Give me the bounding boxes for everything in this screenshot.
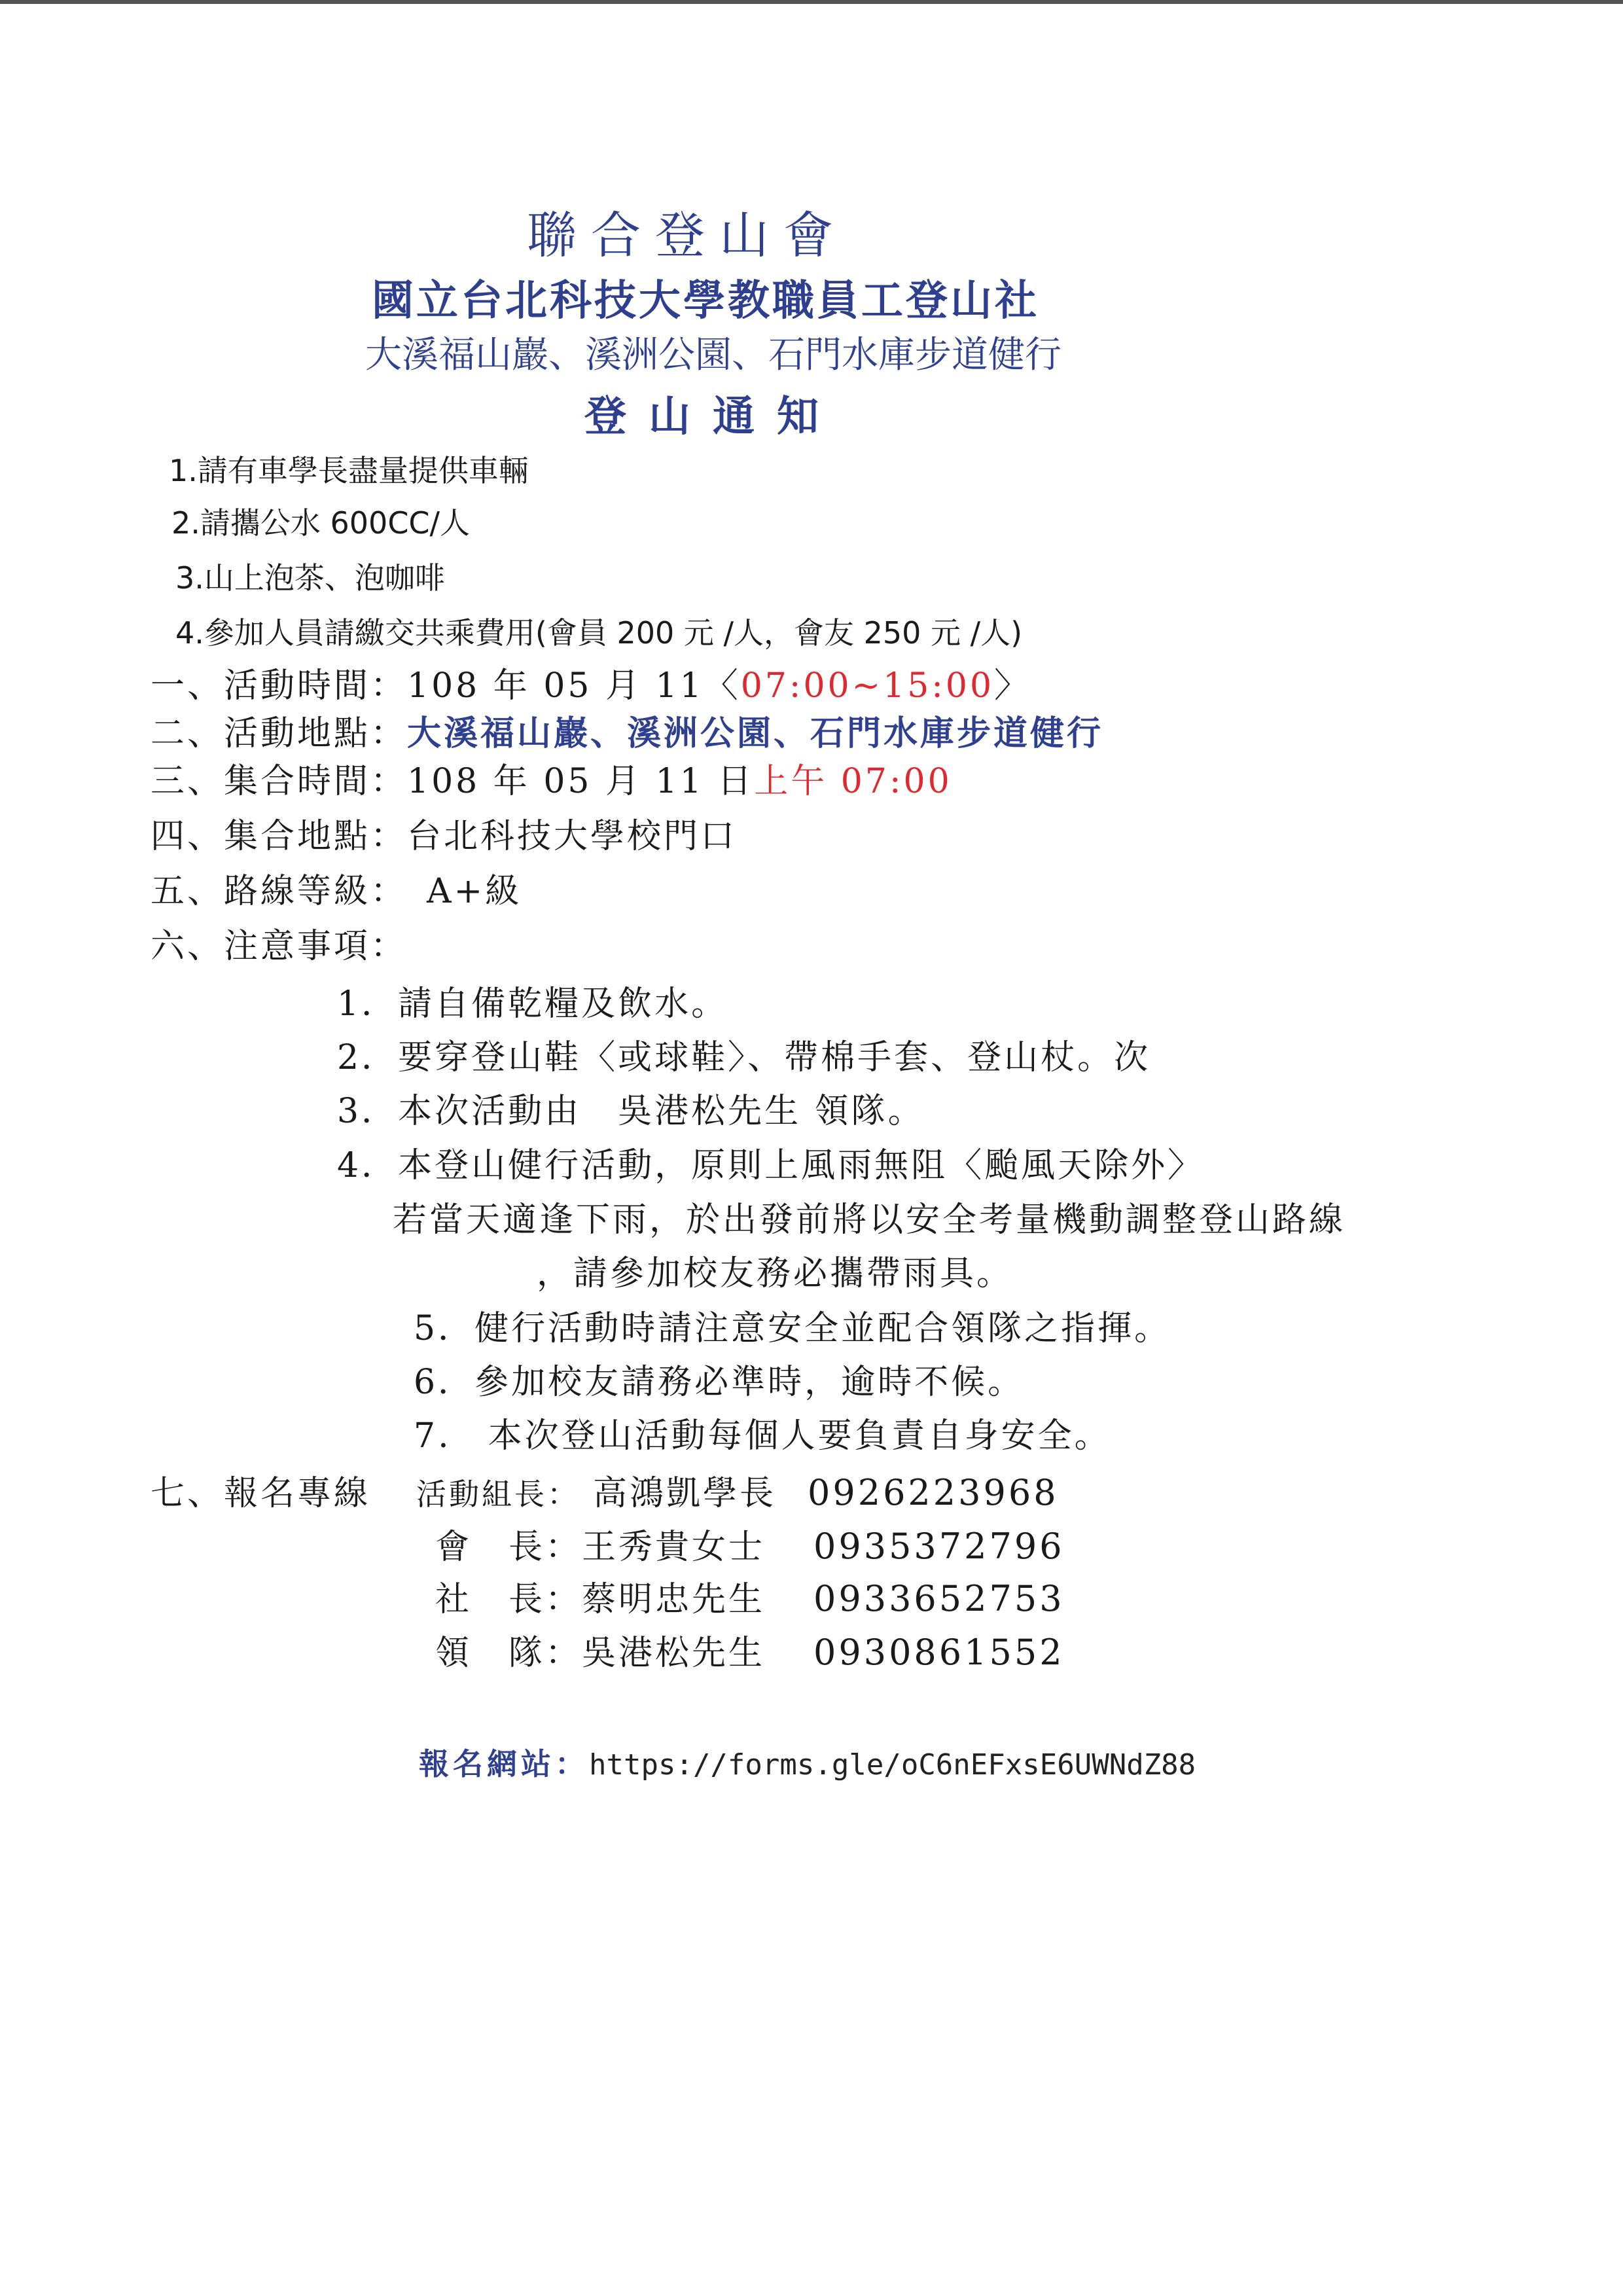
notice-item-5: 5．健行活動時請注意安全並配合領隊之指揮。: [414, 1309, 1171, 1348]
note-text: 請攜公水 600CC/人: [200, 505, 471, 541]
note-item-3: [175, 560, 445, 596]
title-route: 大溪福山巖、溪洲公園、石門水庫步道健行: [365, 334, 1061, 376]
website-url[interactable]: https://forms.gle/oC6nEFxsE6UWNdZ88: [589, 1748, 1196, 1782]
notice-item-4-cont: 若當天適逢下雨，於出發前將以安全考量機動調整登山路線: [393, 1200, 1346, 1240]
contact-phone: 0926223968: [808, 1472, 1059, 1513]
contact-role: 領 隊：: [435, 1634, 582, 1673]
section-notice: 六、注意事項：: [151, 927, 408, 966]
registration-label: 七、報名專線: [151, 1474, 371, 1513]
note-number: 4.: [175, 615, 204, 651]
contact-phone: 0933652753: [813, 1578, 1065, 1619]
notice-item-1: 1．請自備乾糧及飲水。: [337, 984, 728, 1024]
bracket-close: 〉: [994, 666, 1031, 706]
section-label: 五、路線等級：: [151, 872, 408, 911]
section-meeting-place: [151, 817, 738, 856]
contact-phone: 0930861552: [813, 1632, 1065, 1673]
contact-row: [435, 1578, 1221, 1622]
note-item-4: [175, 615, 1023, 651]
contact-role: 會 長：: [435, 1528, 582, 1567]
route-grade: A+級: [427, 872, 522, 911]
section-label: 四、集合地點：: [151, 817, 408, 856]
contact-row: [416, 1472, 1202, 1516]
contact-phone: 0935372796: [813, 1526, 1065, 1567]
note-number: 2.: [171, 505, 200, 541]
note-item-1: [169, 453, 529, 488]
notice-item-4-cont2: ，請參加校友務必攜帶雨具。: [537, 1254, 1014, 1293]
contact-role: 活動組長：: [416, 1477, 580, 1512]
note-text: 請有車學長盡量提供車輛: [197, 453, 529, 488]
notice-item-6: 6．參加校友請務必準時，逾時不候。: [414, 1363, 1025, 1402]
contact-name: 高鴻凱學長: [593, 1474, 777, 1513]
meeting-time: 上午 07:00: [754, 762, 952, 801]
meeting-date: 108 年 05 月 11 日: [407, 762, 755, 801]
note-item-2: [171, 505, 471, 541]
website-label: 報名網站：: [419, 1746, 589, 1782]
title-club-union: 聯合登山會: [527, 206, 847, 264]
title-school-club: 國立台北科技大學教職員工登山社: [372, 276, 1039, 325]
bracket-open: 〈: [704, 666, 741, 706]
contact-name: 蔡明忠先生: [582, 1580, 766, 1619]
activity-hours: 07:00~15:00: [740, 666, 995, 706]
registration-website: [419, 1746, 1196, 1782]
note-number: 1.: [169, 453, 198, 488]
section-label: 二、活動地點：: [151, 714, 408, 753]
section-activity-time: [151, 666, 1031, 706]
activity-date: 108 年 05 月 11: [407, 666, 704, 706]
note-number: 3.: [175, 560, 204, 596]
title-notice: 登山通知: [584, 392, 841, 441]
note-text: 參加人員請繳交共乘費用(會員 200 元 /人，會友 250 元 /人): [204, 615, 1023, 651]
activity-place: 大溪福山巖、溪洲公園、石門水庫步道健行: [407, 713, 1104, 753]
section-activity-place: [151, 713, 1104, 753]
notice-item-3: 3．本次活動由 吳港松先生 領隊。: [337, 1092, 925, 1131]
scan-top-border: [0, 0, 1623, 4]
contact-name: 吳港松先生: [582, 1634, 766, 1673]
contact-role: 社 長：: [435, 1580, 582, 1619]
section-label: 三、集合時間：: [151, 762, 408, 801]
notice-item-4: 4．本登山健行活動，原則上風雨無阻〈颱風天除外〉: [337, 1146, 1205, 1185]
notice-item-2: 2．要穿登山鞋〈或球鞋〉、帶棉手套、登山杖。次: [337, 1038, 1151, 1077]
contact-row: [435, 1632, 1221, 1676]
notice-item-7: 7. 本次登山活動每個人要負責自身安全。: [414, 1416, 1111, 1456]
section-route-grade: [151, 872, 522, 911]
contact-name: 王秀貴女士: [582, 1528, 766, 1567]
contact-row: [435, 1526, 1221, 1570]
meeting-place: 台北科技大學校門口: [407, 817, 738, 856]
note-text: 山上泡茶、泡咖啡: [204, 560, 445, 596]
section-meeting-time: [151, 762, 952, 801]
section-label: 一、活動時間：: [151, 666, 408, 706]
